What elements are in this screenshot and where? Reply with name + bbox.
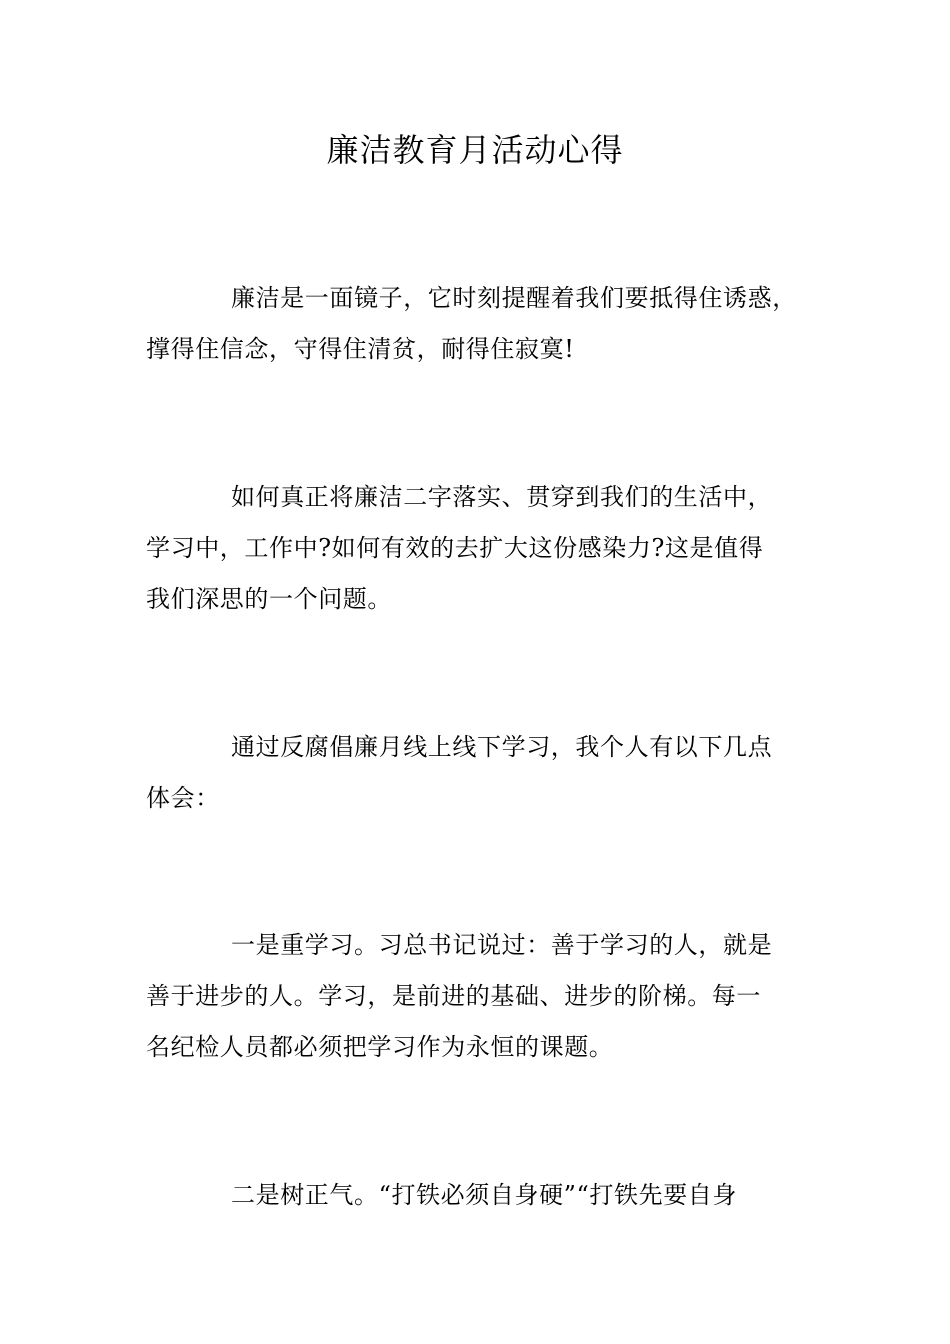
document-title: 廉洁教育月活动心得 <box>326 131 624 169</box>
paragraph-line: 撑得住信念，守得住清贫，耐得住寂寞! <box>146 335 575 363</box>
paragraph-1 <box>146 273 810 375</box>
paragraph-line: 一是重学习。习总书记说过：善于学习的人，就是 <box>231 931 773 959</box>
paragraph-3 <box>146 722 810 824</box>
paragraph-line: 如何真正将廉洁二字落实、贯穿到我们的生活中， <box>231 483 773 511</box>
paragraph-line: 学习中，工作中?如何有效的去扩大这份感染力?这是值得 <box>146 534 764 562</box>
paragraph-line: 二是树正气。“打铁必须自身硬”“打铁先要自身 <box>231 1181 738 1209</box>
paragraph-line: 我们深思的一个问题。 <box>146 585 392 613</box>
paragraph-line: 廉洁是一面镜子，它时刻提醒着我们要抵得住诱惑， <box>231 284 797 312</box>
paragraph-5 <box>146 1170 810 1221</box>
paragraph-line: 体会： <box>146 784 220 812</box>
paragraph-4 <box>146 920 810 1073</box>
paragraph-line: 名纪检人员都必须把学习作为永恒的课题。 <box>146 1033 614 1061</box>
paragraph-2 <box>146 472 810 625</box>
paragraph-line: 通过反腐倡廉月线上线下学习，我个人有以下几点 <box>231 733 773 761</box>
paragraph-line: 善于进步的人。学习，是前进的基础、进步的阶梯。每一 <box>146 982 761 1010</box>
